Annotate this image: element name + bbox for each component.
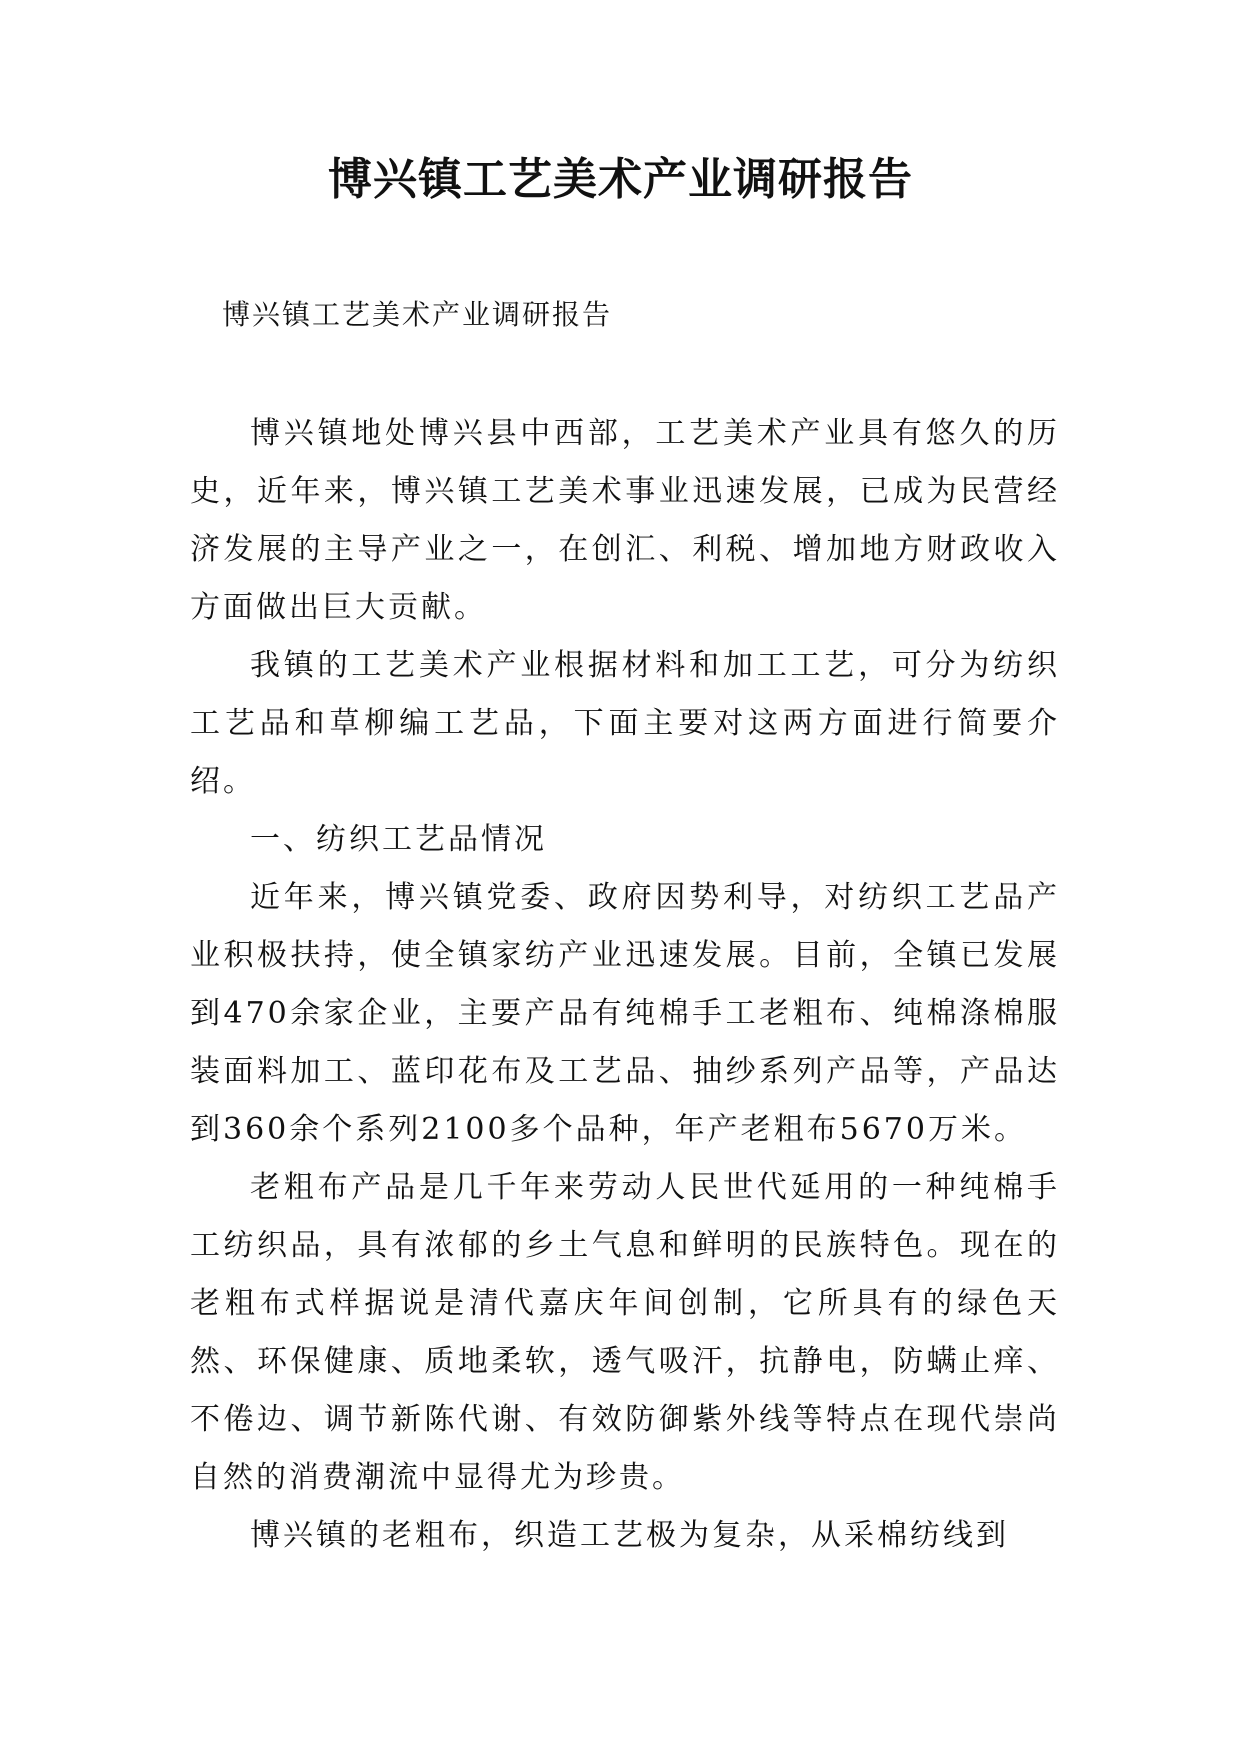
paragraph-textile-overview: 近年来，博兴镇党委、政府因势利导，对纺织工艺品产业积极扶持，使全镇家纺产业迅速发展。目前，全镇已发展到470余家企业，主要产品有纯棉手工老粗布、纯棉涤棉服装面料加工、蓝印花布及工艺品、抽纱系列产品等，产品达到360余个系列2100多个品种，年产老粗布5670万米。 — [190, 880, 1060, 1147]
paragraph-intro: 博兴镇地处博兴县中西部，工艺美术产业具有悠久的历史，近年来，博兴镇工艺美术事业迅速发展，已成为民营经济发展的主导产业之一，在创汇、利税、增加地方财政收入方面做出巨大贡献。 — [190, 416, 1060, 625]
paragraph-coarse-cloth: 老粗布产品是几千年来劳动人民世代延用的一种纯棉手工纺织品，具有浓郁的乡土气息和鲜明的民族特色。现在的老粗布式样据说是清代嘉庆年间创制，它所具有的绿色天然、环保健康、质地柔软，透气吸汗，抗静电，防螨止痒、不倦边、调节新陈代谢、有效防御紫外线等特点在现代崇尚自然的消费潮流中显得尤为珍贵。 — [190, 1170, 1060, 1495]
paragraph-categories: 我镇的工艺美术产业根据材料和加工工艺，可分为纺织工艺品和草柳编工艺品，下面主要对这两方面进行简要介绍。 — [190, 648, 1060, 799]
section-heading-textile: 一、纺织工艺品情况 — [250, 822, 547, 857]
document-body — [190, 405, 1060, 1565]
document-subtitle: 博兴镇工艺美术产业调研报告 — [222, 298, 613, 331]
document-title: 博兴镇工艺美术产业调研报告 — [328, 154, 913, 205]
paragraph-weaving-process: 博兴镇的老粗布，织造工艺极为复杂，从采棉纺线到 — [250, 1518, 1009, 1553]
